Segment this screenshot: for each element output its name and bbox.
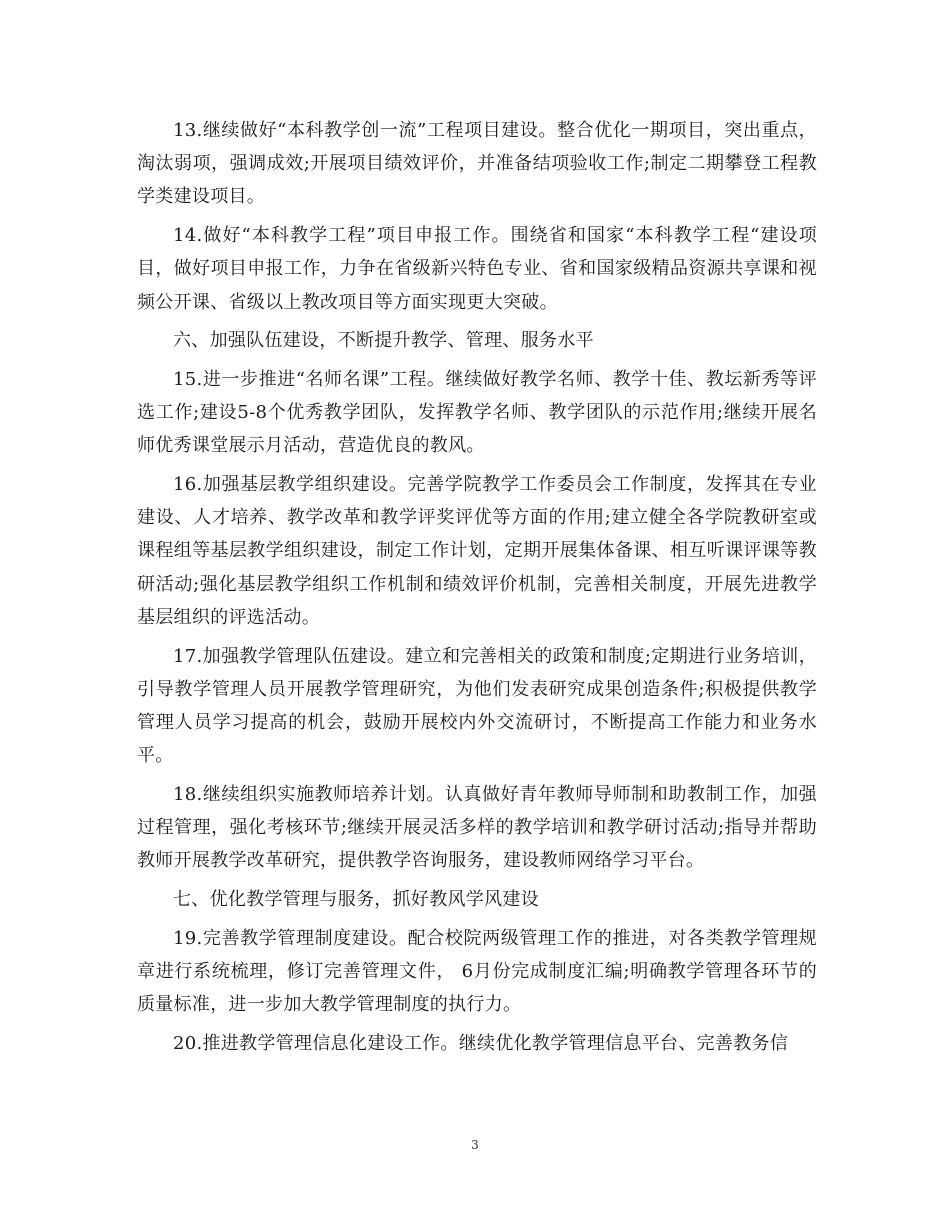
section-heading-6: 六、加强队伍建设，不断提升教学、管理、服务水平 <box>173 330 594 352</box>
paragraph-item-18: 18.继续组织实施教师培养计划。认真做好青年教师导师制和助教制工作，加强过程管理，强化考核环节;继续开展灵活多样的教学培训和教学研讨活动;指导并帮助教师开展教学改革研究，提供教学咨询服务，建设教师网络学习平台。 <box>137 783 817 872</box>
paragraph-item-16: 16.加强基层教学组织建设。完善学院教学工作委员会工作制度，发挥其在专业建设、人才培养、教学改革和教学评奖评优等方面的作用;建立健全各学院教研室或课程组等基层教学组织建设，制定工作计划，定期开展集体备课、相互听课评课等教研活动;强化基层教学组织工作机制和绩效评价机制，完善相关制度，开展先进教学基层组织的评选活动。 <box>137 474 817 628</box>
paragraph-item-14: 14.做好“本科教学工程”项目申报工作。围绕省和国家“本科教学工程“建设项目，做好项目申报工作，力争在省级新兴特色专业、省和国家级精品资源共享课和视频公开课、省级以上教改项目等方面实现更大突破。 <box>137 225 817 313</box>
paragraph-item-17: 17.加强教学管理队伍建设。建立和完善相关的政策和制度;定期进行业务培训，引导教学管理人员开展教学管理研究，为他们发表研究成果创造条件;积极提供教学管理人员学习提高的机会，鼓励开展校内外交流研讨，不断提高工作能力和业务水平。 <box>137 645 817 767</box>
document-body <box>137 114 817 1065</box>
page-number: 3 <box>471 1138 479 1152</box>
paragraph-item-20: 20.推进教学管理信息化建设工作。继续优化教学管理信息平台、完善教务信 <box>173 1032 789 1054</box>
paragraph-item-13: 13.继续做好“本科教学创一流”工程项目建设。整合优化一期项目，突出重点，淘汰弱项，强调成效;开展项目绩效评价，并准备结项验收工作;制定二期攀登工程教学类建设项目。 <box>137 120 817 208</box>
paragraph-item-15: 15.进一步推进“名师名课”工程。继续做好教学名师、教学十佳、教坛新秀等评选工作;建设5-8个优秀教学团队，发挥教学名师、教学团队的示范作用;继续开展名师优秀课堂展示月活动，营造优良的教风。 <box>137 368 817 457</box>
section-heading-7: 七、优化教学管理与服务，抓好教风学风建设 <box>173 888 539 910</box>
paragraph-item-19: 19.完善教学管理制度建设。配合校院两级管理工作的推进，对各类教学管理规章进行系统梳理，修订完善管理文件， 6月份完成制度汇编;明确教学管理各环节的质量标准，进一步加大教学管理制度的执行力。 <box>137 927 817 1016</box>
